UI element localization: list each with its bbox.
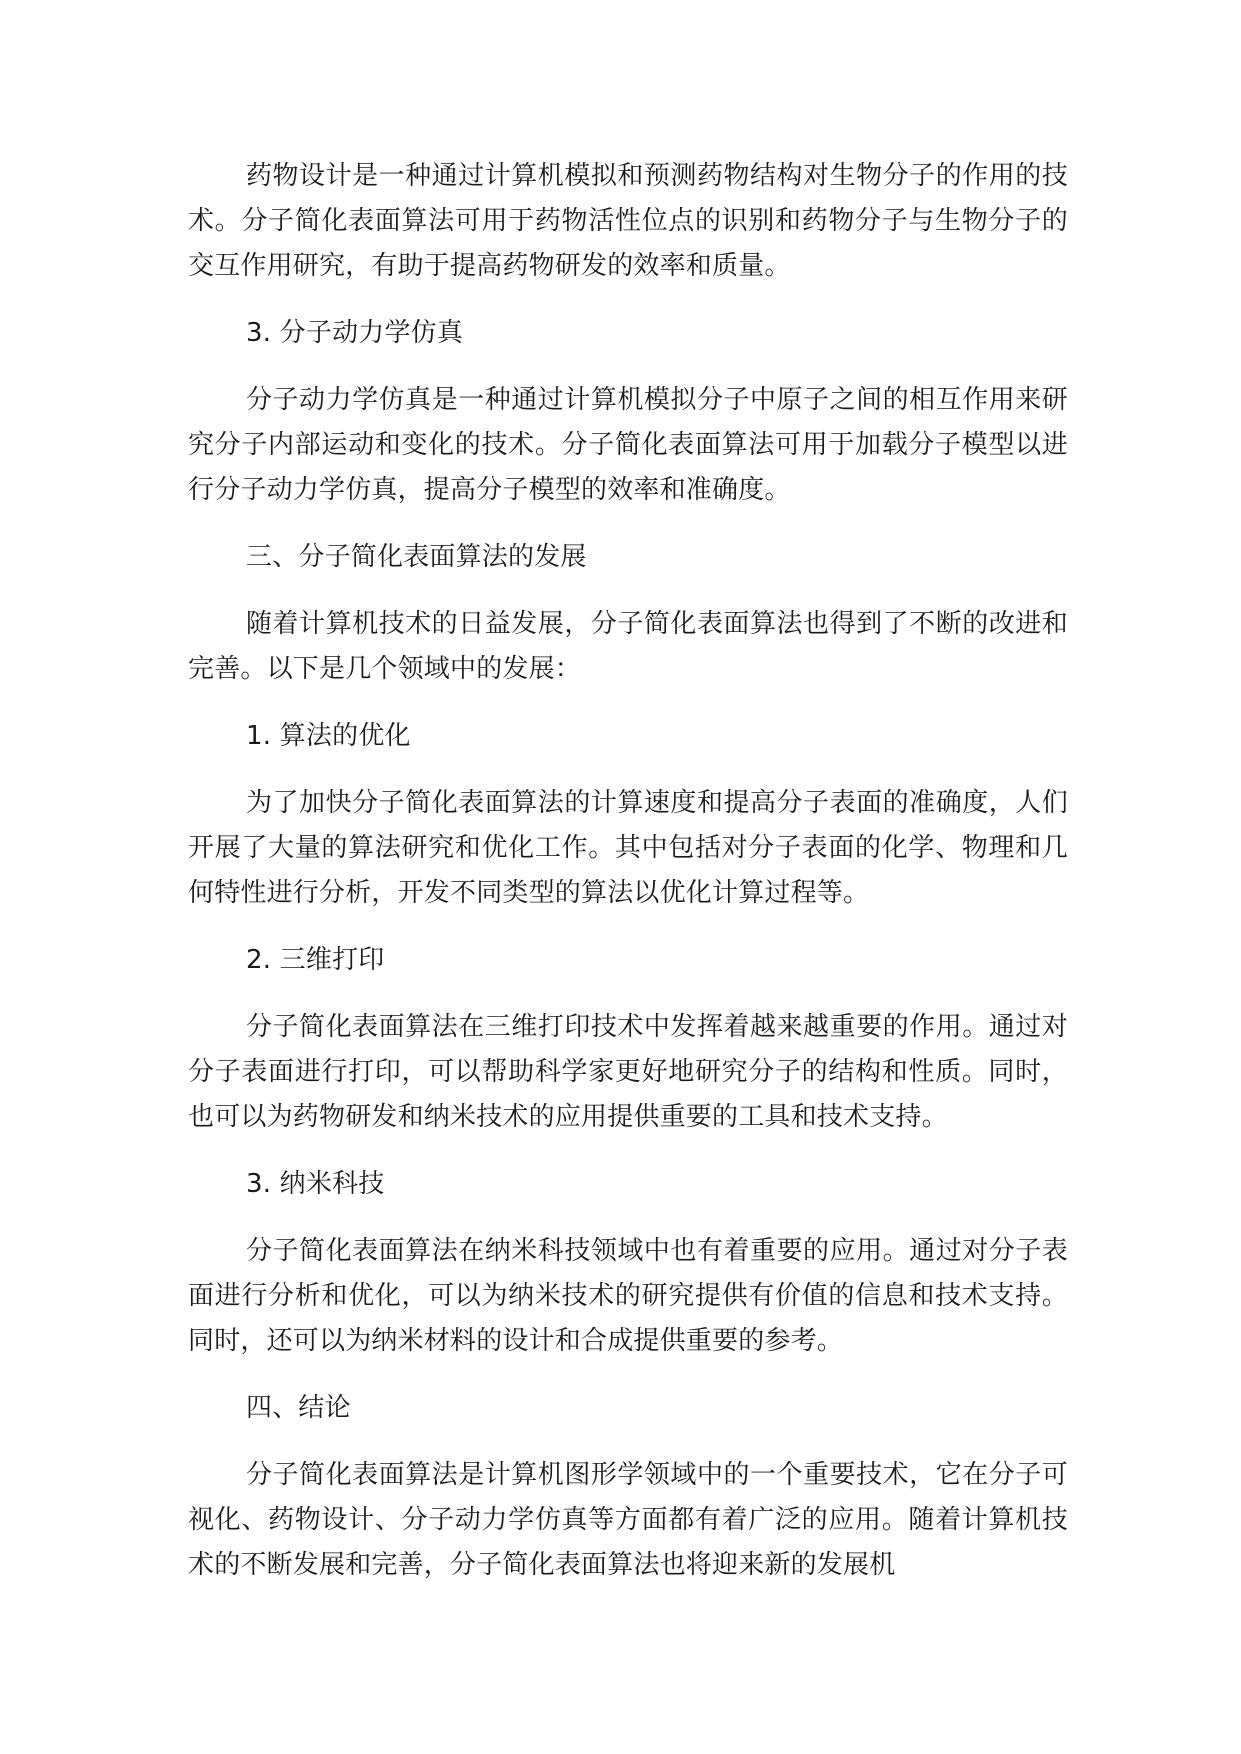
heading-3d-printing: 2. 三维打印	[246, 945, 385, 975]
heading-molecular-dynamics: 3. 分子动力学仿真	[246, 318, 464, 348]
heading-algorithm-optimization: 1. 算法的优化	[246, 721, 411, 751]
paragraph-development-intro: 随着计算机技术的日益发展，分子简化表面算法也得到了不断的改进和完善。以下是几个领域中的发展：	[188, 609, 1068, 684]
paragraph-nanotech: 分子简化表面算法在纳米科技领域中也有着重要的应用。通过对分子表面进行分析和优化，可以为纳米技术的研究提供有价值的信息和技术支持。同时，还可以为纳米材料的设计和合成提供重要的参考。	[188, 1236, 1068, 1356]
paragraph-conclusion: 分子简化表面算法是计算机图形学领域中的一个重要技术，它在分子可视化、药物设计、分子动力学仿真等方面都有着广泛的应用。随着计算机技术的不断发展和完善，分子简化表面算法也将迎来新的发展机	[188, 1460, 1068, 1580]
heading-nanotech: 3. 纳米科技	[246, 1169, 385, 1199]
heading-algorithm-development: 三、分子简化表面算法的发展	[246, 542, 587, 572]
heading-conclusion: 四、结论	[246, 1393, 351, 1423]
paragraph-3d-printing: 分子简化表面算法在三维打印技术中发挥着越来越重要的作用。通过对分子表面进行打印，可以帮助科学家更好地研究分子的结构和性质。同时，也可以为药物研发和纳米技术的应用提供重要的工具和技术支持。	[188, 1012, 1068, 1132]
paragraph-drug-design: 药物设计是一种通过计算机模拟和预测药物结构对生物分子的作用的技术。分子简化表面算法可用于药物活性位点的识别和药物分子与生物分子的交互作用研究，有助于提高药物研发的效率和质量。	[188, 161, 1068, 281]
paragraph-algorithm-optimization: 为了加快分子简化表面算法的计算速度和提高分子表面的准确度，人们开展了大量的算法研究和优化工作。其中包括对分子表面的化学、物理和几何特性进行分析，开发不同类型的算法以优化计算过程等。	[188, 788, 1068, 908]
document-page	[188, 154, 1068, 1610]
paragraph-molecular-dynamics: 分子动力学仿真是一种通过计算机模拟分子中原子之间的相互作用来研究分子内部运动和变化的技术。分子简化表面算法可用于加载分子模型以进行分子动力学仿真，提高分子模型的效率和准确度。	[188, 385, 1068, 505]
